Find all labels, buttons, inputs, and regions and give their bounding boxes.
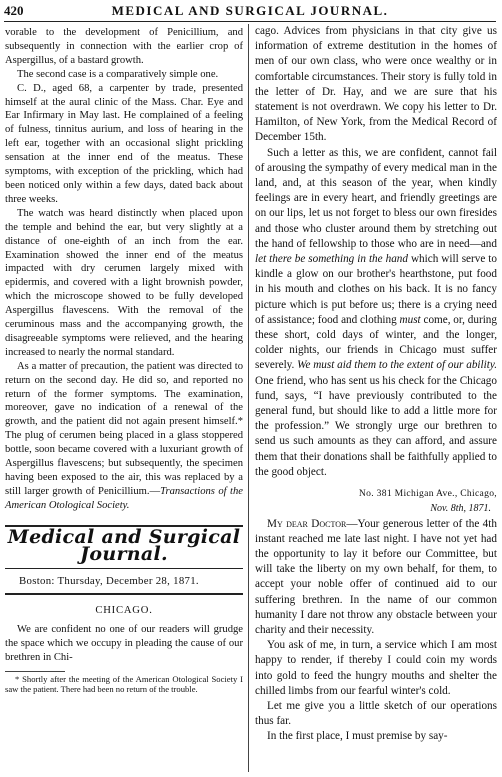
appeal-emphasis-must: must [399, 313, 421, 326]
page-number: 420 [4, 3, 24, 18]
dateline-box [5, 569, 243, 596]
source-citation: Transactions of the American Otological Society. [5, 485, 243, 511]
section-title: CHICAGO. [95, 605, 153, 617]
precaution-paragraph [5, 360, 243, 513]
masthead-title: Medical and Surgical Journal. [7, 525, 241, 565]
appeal-text-a: Such a letter as this, we are confident, cannot fail of arousing the sympathy of every medical man in the land, and, at this season of the year, when kindly feelings are in every heart, and friendly greetings are on our lips, let us not forget to bless our own firesides and those who cluster around them by stretching out the hand of fellowship to those who are in need—and [255, 146, 497, 250]
chicago-intro: We are confident no one of our readers will grudge the space which we occupy in pleading the cause of our brethren in Chi- [5, 624, 243, 664]
right-column [255, 24, 497, 745]
appeal-text-c: come, or, during these short, cold days of winter, and the longer, colder nights, our friends in Chicago must suffer severely. [255, 313, 497, 372]
letter-date: Nov. 8th, 1871. [430, 503, 491, 515]
appeal-text-d: One friend, who has sent us his check for the Chicago fund, says, “I have previously contributed to the general fund, but should like to add a little more for the profession.” We strongly urge our brethren to send us such amounts as they can afford, and assure them that their donations shall be faithfully applied to the good object. [255, 374, 497, 478]
left-paragraph-2: The second case is a comparatively simple one. [17, 68, 219, 80]
left-paragraph-1: vorable to the development of Penicillium, and subsequently in connection with the earlier crop of Aspergillus, of a bastard growth. [5, 27, 243, 66]
issue-dateline: Boston: Thursday, December 28, 1871. [19, 574, 199, 587]
letter-paragraph-1 [255, 517, 497, 639]
column-divider [248, 24, 249, 772]
examination-paragraph: The watch was heard distinctly when placed upon the temple and behind the ear, but very slightly at a distance of one-eighth of an inch from the ear. Examination showed the inner end of the meatus impacted with dry cerumen largely mixed with epidermis, and covered with a light brownish powder, which the microscope showed to be fully developed Aspergillus flavescens. With the removal of the ceruminous mass and the accompanying growth, the disagreeable symptoms were relieved, and the hearing increased to nearly the normal standard. [5, 207, 243, 358]
appeal-paragraph [255, 146, 497, 480]
footnote-rule [5, 671, 65, 672]
appeal-text-b: which will serve to kindle a glow on our brother's hearthstone, put food in his mouth and clothes on his back. It is no fancy picture which is put before us; there is a crying need of assistance; food and clothing [255, 253, 497, 326]
page-header [4, 2, 496, 20]
case-description: C. D., aged 68, a carpenter by trade, presented himself at the aural clinic of the Mass. Char. Eye and Ear Infirmary in May last. He complained of a feeling of fulness, tinnitus aurium, and loss of hearing in the left ear, together with an occasional slight prickling sensation at the inner end of the meatus. These symptoms, with exception of the prickling, which had been noticed only within a few days, dated back about three weeks. [5, 82, 243, 205]
journal-masthead [5, 525, 243, 569]
appeal-emphasis-2: We must aid them to the extent of our ability. [297, 359, 497, 372]
right-paragraph-1: cago. Advices from physicians in that city give us information of extreme destitution in the homes of men of our own class, who were once wealthy or in comfortable circumstances. Their story is fully told in the letter of Dr. Hay, and we are sure that his statement is not overdrawn. We copy his letter to Dr. Hamilton, of New York, from the Medical Record of December 15th. [255, 25, 497, 144]
letter-paragraph-3: Let me give you a little sketch of our operations thus far. [255, 699, 497, 728]
footnote: * Shortly after the meeting of the American Otological Society I saw the patient. There had been no return of the trouble. [5, 674, 243, 695]
precaution-text: As a matter of precaution, the patient was directed to return on the second day. He did so, and reported no return of the former symptoms. The examination, moreover, gave no indication of a renewal of the growth, and the patient did not again present himself.* The plug of cerumen being placed in a glass stoppered bottle, soon became covered with a luxuriant growth of Aspergillus flavescens; but subsequently, the specimen having been exposed to the air, this was replaced by a still larger growth of Penicillium.— [5, 360, 243, 497]
letter-body-1: —Your generous letter of the 4th instant reached me late last night. I have not yet had the opportunity to lay it before our Committee, but will take the liberty on my own behalf, for them, to accept your noble offer of continued aid to our suffering brethren. In the name of our common humanity I dare not throw any obstacle between your charity and their necessity. [255, 517, 497, 636]
letter-paragraph-4: In the first place, I must premise by say- [267, 730, 448, 743]
letter-salutation: My dear Doctor [267, 517, 347, 530]
letter-paragraph-2: You ask of me, in turn, a service which I am most happy to render, if thereby I could coin my words into gold to feed the hungry mouths and shelter the chilled limbs from our fearful winter's cold. [255, 639, 497, 697]
header-rule [4, 21, 496, 22]
letter-address: No. 381 Michigan Ave., Chicago, [358, 488, 497, 500]
running-head: MEDICAL AND SURGICAL JOURNAL. [111, 3, 389, 18]
appeal-emphasis-1: let there be something in the hand [255, 253, 408, 266]
left-column [5, 26, 243, 694]
